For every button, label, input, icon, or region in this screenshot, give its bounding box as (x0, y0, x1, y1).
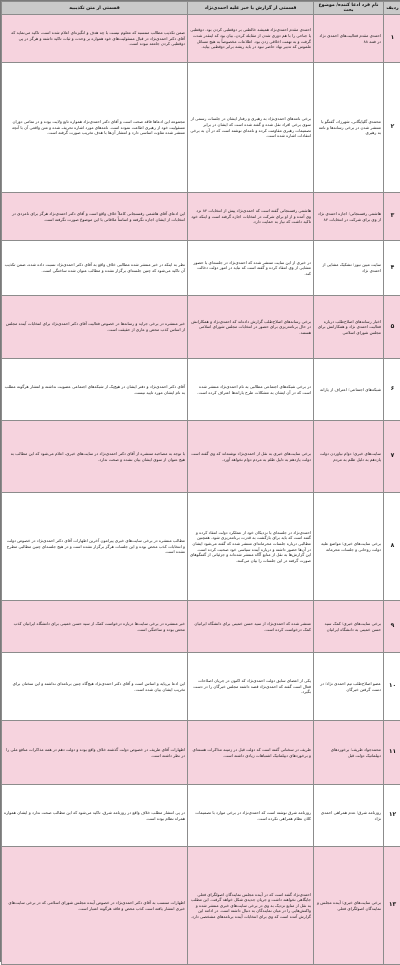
denial-cell: با توجه به مصاحبه منتشره از آقای دکتر احمدی‌نژاد در سایت‌های خبری، اعلام می‌شود که این مطالب به هیچ عنوان از سوی ایشان بیان نشده و صحت ندارد. (2, 421, 188, 493)
table-row (2, 653, 400, 721)
header-row-number: ردیف (384, 2, 400, 15)
claimant-cell: شبکه‌های اجتماعی؛ اعتراف از یارانه (314, 359, 384, 421)
claim-cell: یکی از اعضای سابق دولت احمدی‌نژاد که اکنون در جریان اصلاحات فعال است گفته که احمدی‌نژاد قصد داشته مجلس خبرگان را در دست بگیرد. (188, 653, 314, 721)
claim-cell: در برخی شبکه‌های اجتماعی مطالبی به نام احمدی‌نژاد منتشر شده است که در آن ایشان به مشکلات طرح یارانه‌ها اعتراف کرده است. (188, 359, 314, 421)
denial-cell: مجموعه این ادعاها فاقد صحت است و آقای دکتر احمدی‌نژاد همواره تابع ولایت بوده و در تمامی دوران مسئولیت خود از رهبری اطاعت نموده است. نامه‌های مورد اشاره تحریف شده و متن واقعی آن با آنچه منتشر شده تفاوت اساسی دارد و انتشار آن‌ها با هدف تخریب صورت گرفته است. (2, 63, 188, 193)
claim-cell: احمدی‌نژاد گفته است که در آینده مجلس نمایندگان اصولگرای فعلی جایگاهی نخواهند داشت و جریان جدیدی شکل خواهد گرفت. این مطلب به نقل از منابع نزدیک به وی در برخی سایت‌های خبری منتشر شده و واکنش‌هایی را در میان نمایندگان به دنبال داشته است. در ادامه این گزارش آمده است که وی برای انتخابات آینده برنامه‌های مشخصی دارد. (188, 847, 314, 965)
claimant-cell: سایت مبین نیوز؛ تشکیک مشایی از احمدی نژاد (314, 241, 384, 296)
table-row (2, 359, 400, 421)
header-row (2, 2, 400, 15)
table-row (2, 785, 400, 847)
row-number: ۹ (384, 601, 400, 653)
row-number: ۴ (384, 241, 400, 296)
claimant-cell: برخی سایت‌های خبری؛ کمک سید حسن خمینی به دانشگاه ایرانیان (314, 601, 384, 653)
denial-cell: این ادعای آقای هاشمی رفسنجانی کاملاً خلاف واقع است و آقای دکتر احمدی‌نژاد هرگز برای نامزدی در انتخابات از ایشان اجازه نگرفته و اساساً ملاقاتی با این موضوع صورت نگرفته است. (2, 193, 188, 241)
denial-cell: در پی انتشار مطلب خلاف واقع در روزنامه شرق، تاکید می‌شود که این مطالب صحت ندارد و ایشان همواره همراه نظام بوده است. (2, 785, 188, 847)
claimant-cell: سایت‌های خبری؛ دوام نیاوردن دولت یازدهم به دلیل ظلم به مردم (314, 421, 384, 493)
denial-cell: این ادعا بی‌پایه و اساس است و آقای دکتر احمدی‌نژاد هیچ‌گاه چنین برنامه‌ای نداشته و این سخنان برای تخریب ایشان بیان شده است. (2, 653, 188, 721)
table-row (2, 847, 400, 965)
claim-cell: ظریف در سخنانی گفته است که دولت قبل در زمینه مذاکرات هسته‌ای و برخوردهای دیپلماتیک اشتباهات زیادی داشته است. (188, 721, 314, 785)
table-row (2, 63, 400, 193)
claim-cell: برخی نامه‌های احمدی‌نژاد به رهبری و رفتار ایشان در جلسات رسمی از سوی برخی افراد نقل شده و گفته شده است که ایشان در برابر تصمیمات رهبری مقاومت کرده و نامه‌ای نوشته است که در آن به برخی انتقادات اشاره شده است. (188, 63, 314, 193)
claims-table (1, 1, 400, 965)
claimant-cell: روزنامه شرق؛ عدم همراهی احمدی نژاد (314, 785, 384, 847)
table-row (2, 421, 400, 493)
claimant-cell: برخی سایت‌های خبری؛ آینده مجلس و نمایندگان اصولگرای فعلی (314, 847, 384, 965)
claim-cell: برخی سایت‌های خبری به نقل از احمدی‌نژاد نوشته‌اند که وی گفته است دولت یازدهم به دلیل ظلم به مردم دوام نخواهد آورد. (188, 421, 314, 493)
row-number: ۱۳ (384, 847, 400, 965)
denial-cell: اظهارات آقای ظریف در خصوص دولت گذشته خلاف واقع بوده و دولت دهم در همه مذاکرات منافع ملی را در نظر داشته است. (2, 721, 188, 785)
claim-cell: احمدی‌نژاد در جلسه‌ای با نزدیکان خود از عملکرد دولت انتقاد کرده و گفته است که باید برای بازگشت به قدرت برنامه‌ریزی شود. همچنین مطالبی درباره جلسات محرمانه‌ای منتشر شده که گفته می‌شود ایشان در آن‌ها حضور داشته و درباره آینده سیاسی خود صحبت کرده است. این گزارش‌ها به نقل از منابع آگاه منتشر شده‌اند و جزئیاتی از گفتگوهای صورت گرفته در این جلسات را بیان می‌کنند. (188, 493, 314, 601)
claim-cell: احمدی مقدم احمدی‌نژاد همیشه خالطتی بر دوقطبی کردن بود. دوقطبی یا جناحی را با هم دوری شدن از مقابله کردن، بیان بود که اینقدر شدت گرفت و به تهمت اخلاقی زدن بود. اطلاعات مخصوصاً به هیچ مسائل ملموس که تدبیر نهاد حاضر نبود در باید ریشه برابر دوقطبی بیاید. (188, 15, 314, 63)
header-denial: قسمتی از متن تکذیبیه (2, 2, 188, 15)
claim-cell: در خبری از این سایت منتشر شده که احمدی‌نژاد در جلسه‌ای با حضور مشایی از وی انتقاد کرده و گفته است که نباید در امور دولت دخالت کند. (188, 241, 314, 296)
row-number: ۸ (384, 493, 400, 601)
table-row (2, 601, 400, 653)
table-row (2, 15, 400, 63)
denial-cell: ضمن تکذیب مطالب منتسبه که معلوم نیست با چه هدف و انگیزه‌ای اعلام شده است، تاکید می‌نماید که آقای دکتر احمدی‌نژاد در قبال مسئولیت‌های خود همواره بر وحدت و ثبات تاکید داشته و هرگز در پی دوقطبی کردن جامعه نبوده است. (2, 15, 188, 63)
denial-cell: نظر به اینکه در خبر منتشر شده مطالبی خلاف واقع به آقای دکتر احمدی‌نژاد نسبت داده شده، ضمن تکذیب آن تاکید می‌شود که چنین جلسه‌ای برگزار نشده و مطالب عنوان شده ساختگی است. (2, 241, 188, 296)
table-row (2, 493, 400, 601)
table-row (2, 193, 400, 241)
row-number: ۷ (384, 421, 400, 493)
denial-cell: خبر منتشره در برخی سایت‌ها درباره درخواست کمک از سید حسن خمینی برای دانشگاه ایرانیان کذب محض بوده و ساختگی است. (2, 601, 188, 653)
denial-cell: آقای دکتر احمدی‌نژاد و دفتر ایشان در هیچ‌یک از شبکه‌های اجتماعی عضویت نداشته و انتشار هرگونه مطلب به نام ایشان مورد تایید نیست. (2, 359, 188, 421)
row-number: ۶ (384, 359, 400, 421)
row-number: ۱ (384, 15, 400, 63)
row-number: ۳ (384, 193, 400, 241)
row-number: ۲ (384, 63, 400, 193)
row-number: ۱۱ (384, 721, 400, 785)
claimant-cell: محمدی گلپایگانی، شهرزاد، گفتگو با منتشر شدن در برخی رسانه‌ها و نامه به رهبری (314, 63, 384, 193)
claim-cell: روزنامه شرق نوشته است که احمدی‌نژاد در برخی موارد با تصمیمات کلان نظام همراهی نکرده است. (188, 785, 314, 847)
denial-cell: اظهارات منتسب به آقای دکتر احمدی‌نژاد در خصوص آینده مجلس شورای اسلامی که در برخی سایت‌های خبری انتشار یافته است کذب محض و فاقد هرگونه اعتبار است. (2, 847, 188, 965)
claimant-cell: برخی سایت‌های خبری؛ مواضع علیه دولت روحانی و جلسات محرمانه (314, 493, 384, 601)
header-claim: قسمتی از گزارش یا خبر علیه احمدی‌نژاد (188, 2, 314, 15)
claimant-cell: احمدی مقدم فعالیت‌های احمدی نژاد در فتنه ۸۸ (314, 15, 384, 63)
row-number: ۵ (384, 296, 400, 359)
row-number: ۱۲ (384, 785, 400, 847)
claimant-cell: اخبار رسانه‌های اصلاح‌طلب درباره فعالیت احمدی نژاد و همکارانش برای مجلس شورای اسلامی (314, 296, 384, 359)
denial-cell: مطالب منتشره در برخی سایت‌های خبری پیرامون آخرین اظهارات آقای دکتر احمدی‌نژاد در خصوص دولت و انتخابات کذب محض بوده و این جلسات هرگز برگزار نشده است و در هیچ جلسه‌ای چنین مطالبی مطرح نشده است. (2, 493, 188, 601)
table-row (2, 296, 400, 359)
claimant-cell: عضو اصلاح‌طلب تیم احمدی نژاد؛ در دست گرفتن خبرگان (314, 653, 384, 721)
claimant-cell: هاشمی رفسنجانی؛ اجازه احمدی نژاد از وی برای شرکت در انتخابات ۸۴ (314, 193, 384, 241)
table-row (2, 721, 400, 785)
header-claimant: نام فرد ادعا کننده/ موضوع بحث (314, 2, 384, 15)
claim-cell: منتشر شده که احمدی‌نژاد از سید حسن خمینی برای دانشگاه ایرانیان کمک درخواست کرده است. (188, 601, 314, 653)
claim-cell: هاشمی رفسنجانی گفته است که احمدی‌نژاد پیش از انتخابات ۸۴ نزد وی آمده و از او برای شرکت در انتخابات اجازه گرفته است و اینکه خود تاکید داشت که نیاز به حمایت دارد. (188, 193, 314, 241)
claim-cell: برخی رسانه‌های اصلاح‌طلب گزارش داده‌اند که احمدی‌نژاد و همکارانش در حال برنامه‌ریزی برای حضور در انتخابات مجلس شورای اسلامی هستند. (188, 296, 314, 359)
row-number: ۱۰ (384, 653, 400, 721)
claimant-cell: محمدجواد ظریف؛ برخوردهای دیپلماتیک دولت قبل (314, 721, 384, 785)
denial-cell: خبر منتشره در برخی جراید و رسانه‌ها در خصوص فعالیت آقای دکتر احمدی‌نژاد برای انتخابات آینده مجلس از اساس کذب محض و عاری از حقیقت است. (2, 296, 188, 359)
table-row (2, 241, 400, 296)
